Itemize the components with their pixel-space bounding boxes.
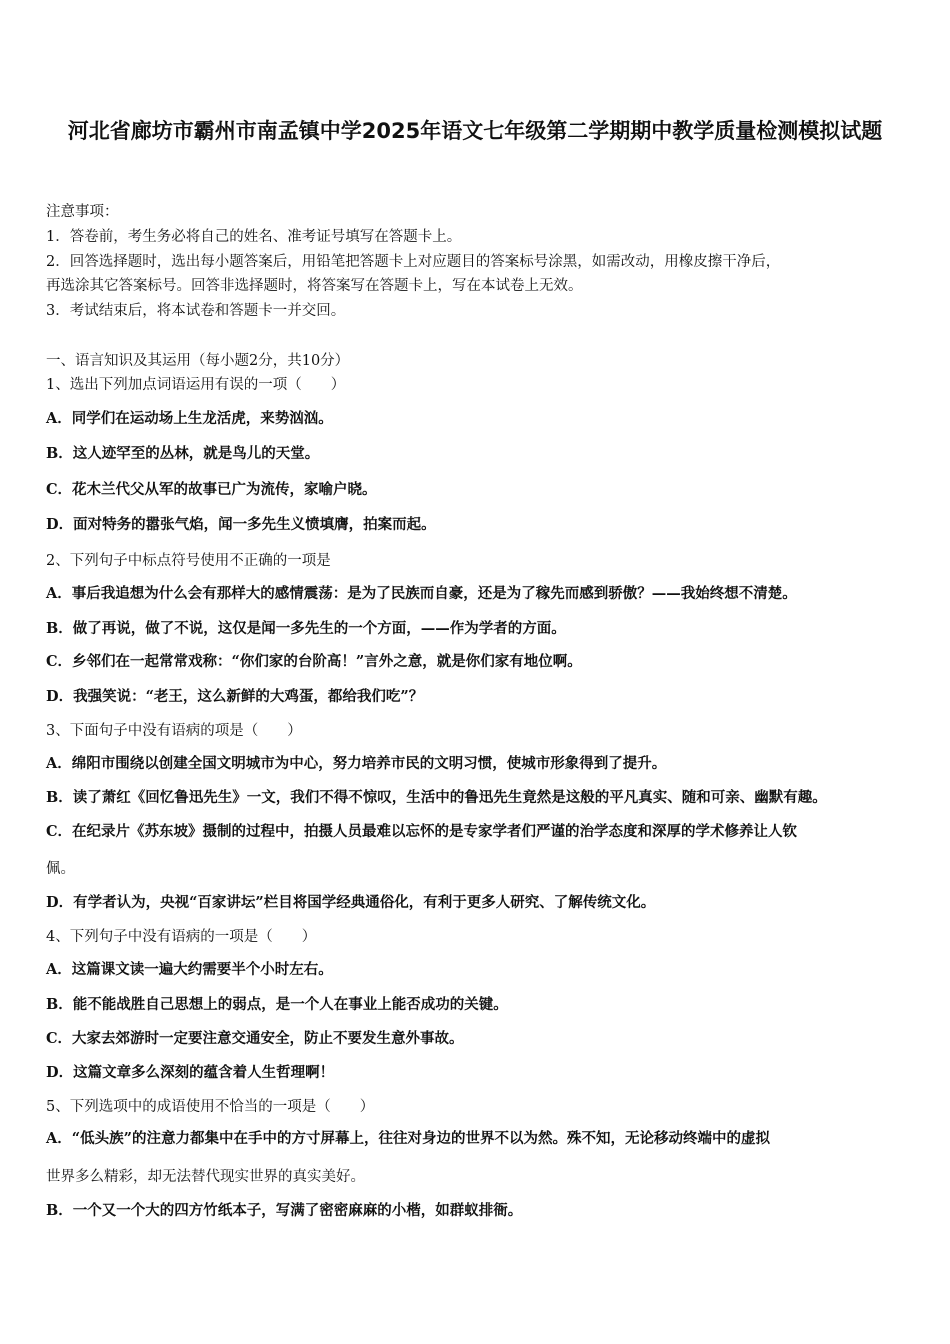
notice-item: 2．回答选择题时，选出每小题答案后，用铅笔把答题卡上对应题目的答案标号涂黑，如需改动，用橡皮擦干净后，	[46, 254, 781, 270]
option-text: “低头族”的注意力都集中在手中的方寸屏幕上，往往对身边的世界不以为然。殊不知，无论移动终端中的虚拟	[71, 1130, 770, 1147]
question-stem: 3、下面句子中没有语病的项是（ ）	[46, 723, 302, 739]
option-text: 绵阳市围绕以创建全国文明城市为中心，努力培养市民的文明习惯，使城市形象得到了提升。	[71, 755, 667, 772]
option-text: 读了萧红《回忆鲁迅先生》一文，我们不得不惊叹，生活中的鲁迅先生竟然是这般的平凡真实、随和可亲、幽默有趣。	[72, 789, 827, 806]
notice-heading: 注意事项：	[46, 204, 119, 220]
option-letter: D．	[46, 1064, 74, 1081]
option-letter: A．	[46, 961, 72, 978]
option-letter: D．	[46, 894, 74, 911]
option-letter: A．	[46, 755, 72, 772]
option-a	[46, 584, 797, 604]
option-d	[46, 1063, 334, 1083]
option-letter: A．	[46, 1130, 72, 1147]
option-letter: B．	[46, 996, 73, 1013]
option-text: 这人迹罕至的丛林，就是鸟儿的天堂。	[72, 445, 320, 462]
section-heading: 一、语言知识及其运用（每小题2分，共10分）	[46, 353, 350, 369]
option-d	[46, 893, 655, 913]
option-b	[46, 995, 508, 1015]
question-stem: 4、下列句子中没有语病的一项是（ ）	[46, 929, 317, 945]
option-continuation: 世界多么精彩，却无法替代现实世界的真实美好。	[46, 1169, 365, 1185]
option-letter: A．	[46, 410, 72, 427]
notice-item: 再选涂其它答案标号。回答非选择题时，将答案写在答题卡上，写在本试卷上无效。	[46, 278, 583, 294]
notice-item: 3．考试结束后，将本试卷和答题卡一并交回。	[46, 303, 346, 319]
option-a	[46, 754, 666, 774]
option-text: 一个又一个大的四方竹纸本子，写满了密密麻麻的小楷，如群蚁排衙。	[72, 1202, 523, 1219]
option-text: 做了再说，做了不说，这仅是闻一多先生的一个方面，——作为学者的方面。	[72, 620, 566, 637]
option-b	[46, 788, 827, 808]
question-stem: 1、选出下列加点词语运用有误的一项（ ）	[46, 377, 346, 393]
option-text: 我强笑说：“老王，这么新鲜的大鸡蛋，都给我们吃”？	[73, 688, 424, 705]
option-b	[46, 1201, 522, 1221]
option-text: 有学者认为，央视“百家讲坛”栏目将国学经典通俗化，有利于更多人研究、了解传统文化。	[73, 894, 656, 911]
option-letter: B．	[46, 1202, 73, 1219]
option-letter: C．	[46, 653, 73, 670]
option-c	[46, 1029, 464, 1049]
exam-title: 河北省廊坊市霸州市南孟镇中学2025年语文七年级第二学期期中教学质量检测模拟试题	[67, 119, 883, 143]
option-c	[46, 652, 582, 672]
option-a	[46, 409, 333, 429]
option-text: 这篇文章多么深刻的蕴含着人生哲理啊！	[73, 1064, 335, 1081]
option-a	[46, 1129, 770, 1149]
option-letter: C．	[46, 1030, 73, 1047]
option-a	[46, 960, 333, 980]
option-letter: D．	[46, 688, 74, 705]
option-letter: C．	[46, 823, 73, 840]
option-text: 乡邻们在一起常常戏称：“你们家的台阶高！”言外之意，就是你们家有地位啊。	[72, 653, 582, 670]
option-d	[46, 515, 436, 535]
option-letter: B．	[46, 620, 73, 637]
question-stem: 5、下列选项中的成语使用不恰当的一项是（ ）	[46, 1099, 375, 1115]
option-letter: A．	[46, 585, 72, 602]
option-d	[46, 687, 423, 707]
option-b	[46, 619, 566, 639]
option-text: 这篇课文读一遍大约需要半个小时左右。	[71, 961, 333, 978]
option-letter: B．	[46, 445, 73, 462]
option-text: 面对特务的嚣张气焰，闻一多先生义愤填膺，拍案而起。	[73, 516, 436, 533]
option-text: 在纪录片《苏东坡》摄制的过程中，拍摄人员最难以忘怀的是专家学者们严谨的治学态度和深厚的学术修养让人钦	[72, 823, 798, 840]
option-text: 花木兰代父从军的故事已广为流传，家喻户晓。	[72, 481, 377, 498]
question-stem: 2、下列句子中标点符号使用不正确的一项是	[46, 553, 331, 569]
option-letter: D．	[46, 516, 74, 533]
option-text: 能不能战胜自己思想上的弱点，是一个人在事业上能否成功的关键。	[72, 996, 508, 1013]
option-c	[46, 480, 377, 500]
option-text: 大家去郊游时一定要注意交通安全，防止不要发生意外事故。	[72, 1030, 464, 1047]
option-letter: C．	[46, 481, 73, 498]
option-letter: B．	[46, 789, 73, 806]
option-b	[46, 444, 319, 464]
option-text: 事后我追想为什么会有那样大的感情震荡：是为了民族而自豪，还是为了稼先而感到骄傲？——我始终想不清楚。	[71, 585, 797, 602]
option-text: 同学们在运动场上生龙活虎，来势汹汹。	[71, 410, 333, 427]
option-c	[46, 822, 797, 842]
notice-item: 1．答卷前，考生务必将自己的姓名、准考证号填写在答题卡上。	[46, 229, 462, 245]
option-continuation: 佩。	[46, 861, 75, 877]
